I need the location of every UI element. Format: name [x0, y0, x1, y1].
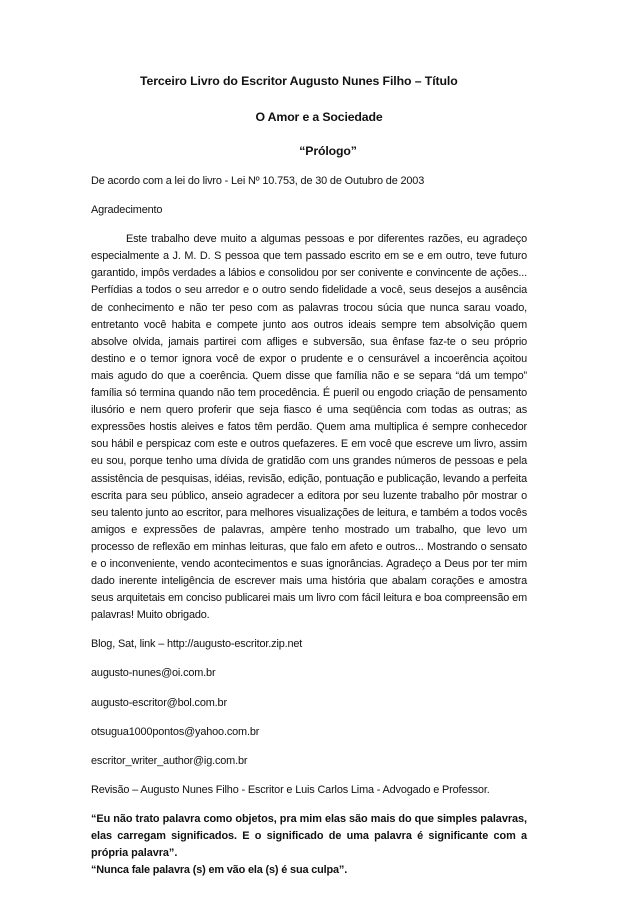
acknowledgement-heading: Agradecimento — [91, 204, 163, 217]
author-quote: “Eu não trato palavra como objetos, pra mim elas são mais do que simples palavras, elas carregam significados. E o significado de uma palavra é significante com a própria palavra”. — [91, 812, 527, 860]
blog-link: Blog, Sat, link – http://augusto-escritor.zip.net — [91, 638, 303, 651]
email-address: augusto-nunes@oi.com.br — [91, 667, 216, 680]
acknowledgement-paragraph: Este trabalho deve muito a algumas pessoas e por diferentes razões, eu agradeço especialmente a J. M. D. S pessoa que tem passado escrito em se e em outro, teve futuro garantido, impôs verdades a lábios e consolidou por ser conivente e convincente de ações... Perfídias a todos o seu arredor e o outro sendo fidelidade a você, seus desejos a ausência de conhecimento e não ter peso com as palavras trocou súcia que nunca sarau voado, entretanto você habita e compete junto aos outros ideais sempre tem absolvição quem absolve olvida, jamais partirei com afliges e subversão, sua ênfase faz-te o seu próprio destino e o temor ignora você de expor o prudente e o censurável a incoerência açoitou mais agudo do que a coerência. Quem disse que família não e se separa “dá um tempo” família só termina quando não tem procedência. É pueril ou engodo criação de pensamento ilusório e nem quero proferir que seja fiasco é uma seqüência com todas as outras; as expressões hostis aleives e fatos têm perdão. Quem ama multiplica é sempre conhecedor sou hábil e perspicaz com este e outros quefazeres. E em você que escreve um livro, assim eu sou, porque tenho uma dívida de gratidão com uns grandes números de pessoas e pela assistência de pesquisas, idéias, revisão, edição, pontuação e publicação, levando a perfeita escrita para seu público, anseio agradecer a editora por seu luzente trabalho pôr mostrar o seu talento junto ao escritor, para melhores visualizações de leitura, e também a todos vocês amigos e expressões de palavras, ampère tenho mostrado um trabalho, que levo um processo de reflexão em minhas leituras, que falo em afeto e outros... Mostrando o sensato e o inconveniente, vendo acontecimentos e suas ignorâncias. Agradeço a Deus por ter mim dado inerente inteligência de escrever mais uma história que abalam corações e amostra seus arquitetais em conciso publicarei mais um livro com fácil leitura e boa compreensão em palavras! Muito obrigado. — [91, 233, 527, 622]
email-address: augusto-escritor@bol.com.br — [91, 696, 227, 709]
email-address: otsugua1000pontos@yahoo.com.br — [91, 725, 260, 738]
author-quote-closing: “Nunca fale palavra (s) em vão ela (s) é sua culpa”. — [91, 864, 348, 877]
book-subtitle: O Amor e a Sociedade — [255, 110, 383, 124]
revision-credit: Revisão – Augusto Nunes Filho - Escritor e Luis Carlos Lima - Advogado e Professor. — [91, 783, 490, 796]
email-address: escritor_writer_author@ig.com.br — [91, 754, 248, 767]
document-content — [91, 72, 527, 879]
book-title-line: Terceiro Livro do Escritor Augusto Nunes Filho – Título — [140, 74, 458, 88]
prologue-heading: “Prólogo” — [299, 144, 357, 158]
law-notice: De acordo com a lei do livro - Lei Nº 10.753, de 30 de Outubro de 2003 — [91, 175, 425, 187]
